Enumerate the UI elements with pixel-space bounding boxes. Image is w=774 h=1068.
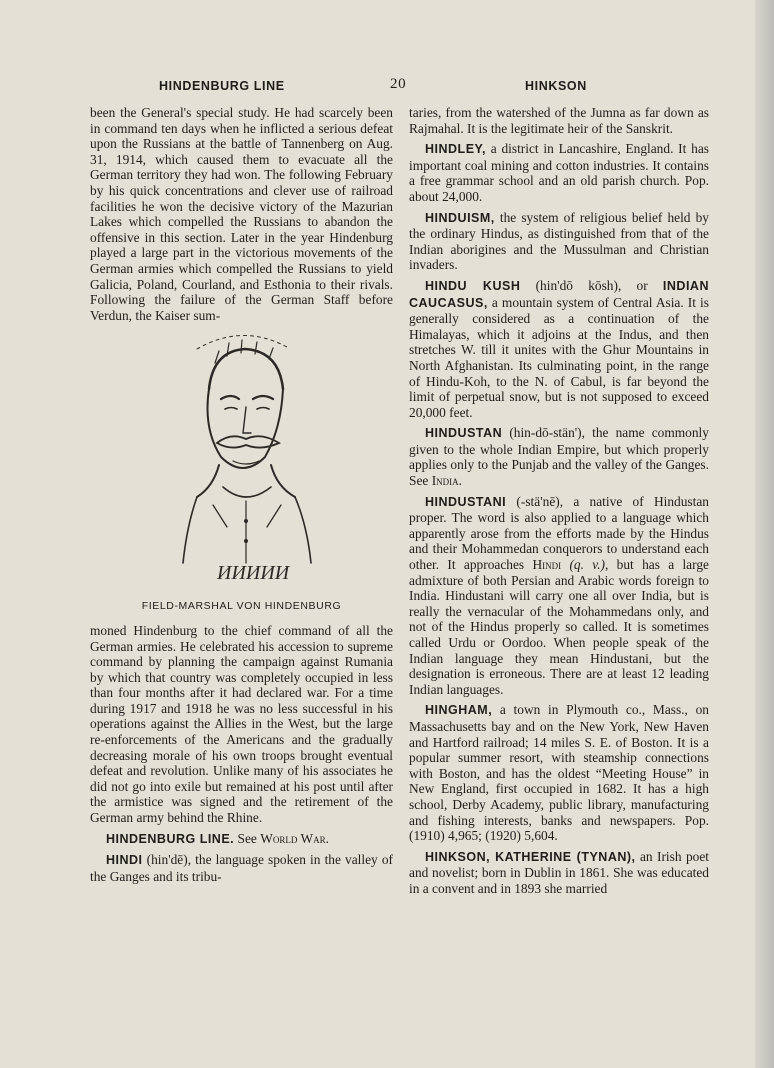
hindu-kush-definition: a mountain system of Central Asia. It is generally considered as a continuation of the Himalayas, which it adjoins at the Indus, and then stretches W. till it unites with the Ghur Mountains in North Afghanistan. Its culminating point, in the range of Hindu-Koh, to the N. of Cabul, is far beyond the limit of perpetual snow, but is not supposed to exceed 20,000 feet. xyxy=(409,294,709,420)
entry-hinduism xyxy=(409,210,709,273)
headword-hindley: HINDLEY, xyxy=(425,142,486,157)
hindenburg-entry-conclusion: moned Hindenburg to the chief command of all the German armies. He celebrated his accession to supreme command by planning the campaign against Rumania by which that country was completely occupied in less than four months after it had declared war. For a time during 1917 and 1918 he was no less successful in his operations against the Allies in the West, but the large re-enforcements of the Americans and the gradually decreasing morale of his own troops brought eventual defeat and revolution. Unlike many of his associates he did not go into exile but remained at his post until after the armistice was signed and the retirement of the German army behind the Rhine. xyxy=(90,622,393,826)
entry-hindu-kush xyxy=(409,278,709,420)
entry-hinkson xyxy=(409,849,709,897)
entry-period: . xyxy=(325,830,329,846)
header-left-guide-word: HINDENBURG LINE xyxy=(159,79,285,93)
hindenburg-portrait-figure xyxy=(90,329,393,615)
entry-hindley xyxy=(409,141,709,204)
headword-hindenburg-line: HINDENBURG LINE. xyxy=(106,831,235,846)
see-text: See xyxy=(237,830,257,846)
headword-hindi: HINDI xyxy=(106,853,143,868)
portrait-signature: ИИИИИ xyxy=(216,562,289,585)
hindustani-definition-part2: , but has a large admixture of both Persian and Arabic words foreign to India. Hindustani will carry one all over India, but is really the vernacular of the Mohammedans only, and not of the Hindus properly so called. It is sometimes called Urdu or Oordoo. When people speak of the Indian language they mean Hindustani, but the designation is erroneous. There are at least 12 leading Indian languages. xyxy=(409,557,709,697)
hindenburg-entry-continued: been the General's special study. He had scarcely been in command ten days when he inflicted a serious defeat upon the Russians at the battle of Tannenberg on Aug. 31, 1914, which caused them to evacuate all the German territory they had won. The following February by his quick concentrations and clever use of railroad facilities he won the decisive victory of the Mazurian Lakes which compelled the Russians to abandon the offensive in this section. Later in the year Hindenburg played a large part in the victorious movements of the German armies which compelled the Russians to yield Galicia, Poland, Courland, and Esthonia to their rivals. Following the failure of the German Staff before Verdun, the Kaiser sum- xyxy=(90,105,393,323)
headword-hindustan: HINDUSTAN xyxy=(425,426,503,441)
cross-reference-world-war: World War xyxy=(260,830,326,846)
left-column xyxy=(90,105,393,889)
hindley-definition: a district in Lancashire, England. It has important coal mining and cotton industries. It contains a free grammar school and an old parish church. Pop. about 24,000. xyxy=(409,141,709,204)
entry-hindi xyxy=(90,852,393,884)
page-number: 20 xyxy=(390,76,407,92)
entry-hindenburg-line xyxy=(90,831,393,848)
headword-hingham: HINGHAM, xyxy=(425,703,493,718)
hindu-kush-pronunciation: (hin'dō kōsh), or xyxy=(535,277,648,293)
headword-hinkson: HINKSON, KATHERINE (TYNAN), xyxy=(425,849,636,864)
hinkson-definition: an Irish poet and novelist; born in Dublin in 1861. She was educated in a convent and in 1893 she married xyxy=(409,848,710,896)
hindenburg-portrait-illustration xyxy=(157,329,327,589)
right-column xyxy=(409,105,709,902)
hindustani-definition-part1: (-stä'nē), a native of Hindustan proper. The word is also applied to a language which apparently arose from the efforts made by the Hindus and their Mohammedan conquerors to understand each other. It approaches xyxy=(409,493,709,573)
entry-hindustan xyxy=(409,425,709,488)
page-edge-shadow xyxy=(755,0,774,1068)
running-head xyxy=(94,76,704,96)
headword-hindu-kush: HINDU KUSH xyxy=(425,278,521,293)
hindi-definition: (hin'dē), the language spoken in the valley of the Ganges and its tribu- xyxy=(90,852,393,884)
headword-hinduism: HINDUISM, xyxy=(425,210,495,225)
cross-reference-hindi: Hindi xyxy=(532,557,562,573)
entry-hingham xyxy=(409,702,709,843)
hindustan-definition: (hin-dō-stän'), the name commonly given to the whole Indian Empire, but which properly applies only to the Punjab and the valley of the Ganges. See xyxy=(409,425,709,489)
hindi-entry-continued: taries, from the watershed of the Jumna as far down as Rajmahal. It is the legitimate heir of the Sanskrit. xyxy=(409,105,709,136)
headword-indian-caucasus: INDIAN CAUCASUS, xyxy=(409,278,709,310)
hinduism-definition: the system of religious belief held by the ordinary Hindus, as distinguished from that of the Indian aborigines and the Mussulman and Christian invaders. xyxy=(409,209,709,273)
quod-vide-abbreviation: (q. v.) xyxy=(569,557,605,573)
header-right-guide-word: HINKSON xyxy=(525,79,587,93)
entry-hindustani xyxy=(409,494,709,698)
entry-period: . xyxy=(458,473,463,489)
headword-hindustani: HINDUSTANI xyxy=(425,494,507,509)
figure-caption: FIELD-MARSHAL VON HINDENBURG xyxy=(141,600,342,613)
cross-reference-india: India xyxy=(431,473,459,489)
hingham-definition: a town in Plymouth co., Mass., on Massachusetts bay and on the New York, New Haven and Hartford railroad; 14 miles S. E. of Boston. It is a popular summer resort, with steamship connections with Boston, and has the oldest “Meeting House” in New England, first occupied in 1682. It has a high school, Derby Academy, public library, manufacturing and fishing interests, banks and newspapers. Pop. (1910) 4,965; (1920) 5,604. xyxy=(409,702,709,844)
